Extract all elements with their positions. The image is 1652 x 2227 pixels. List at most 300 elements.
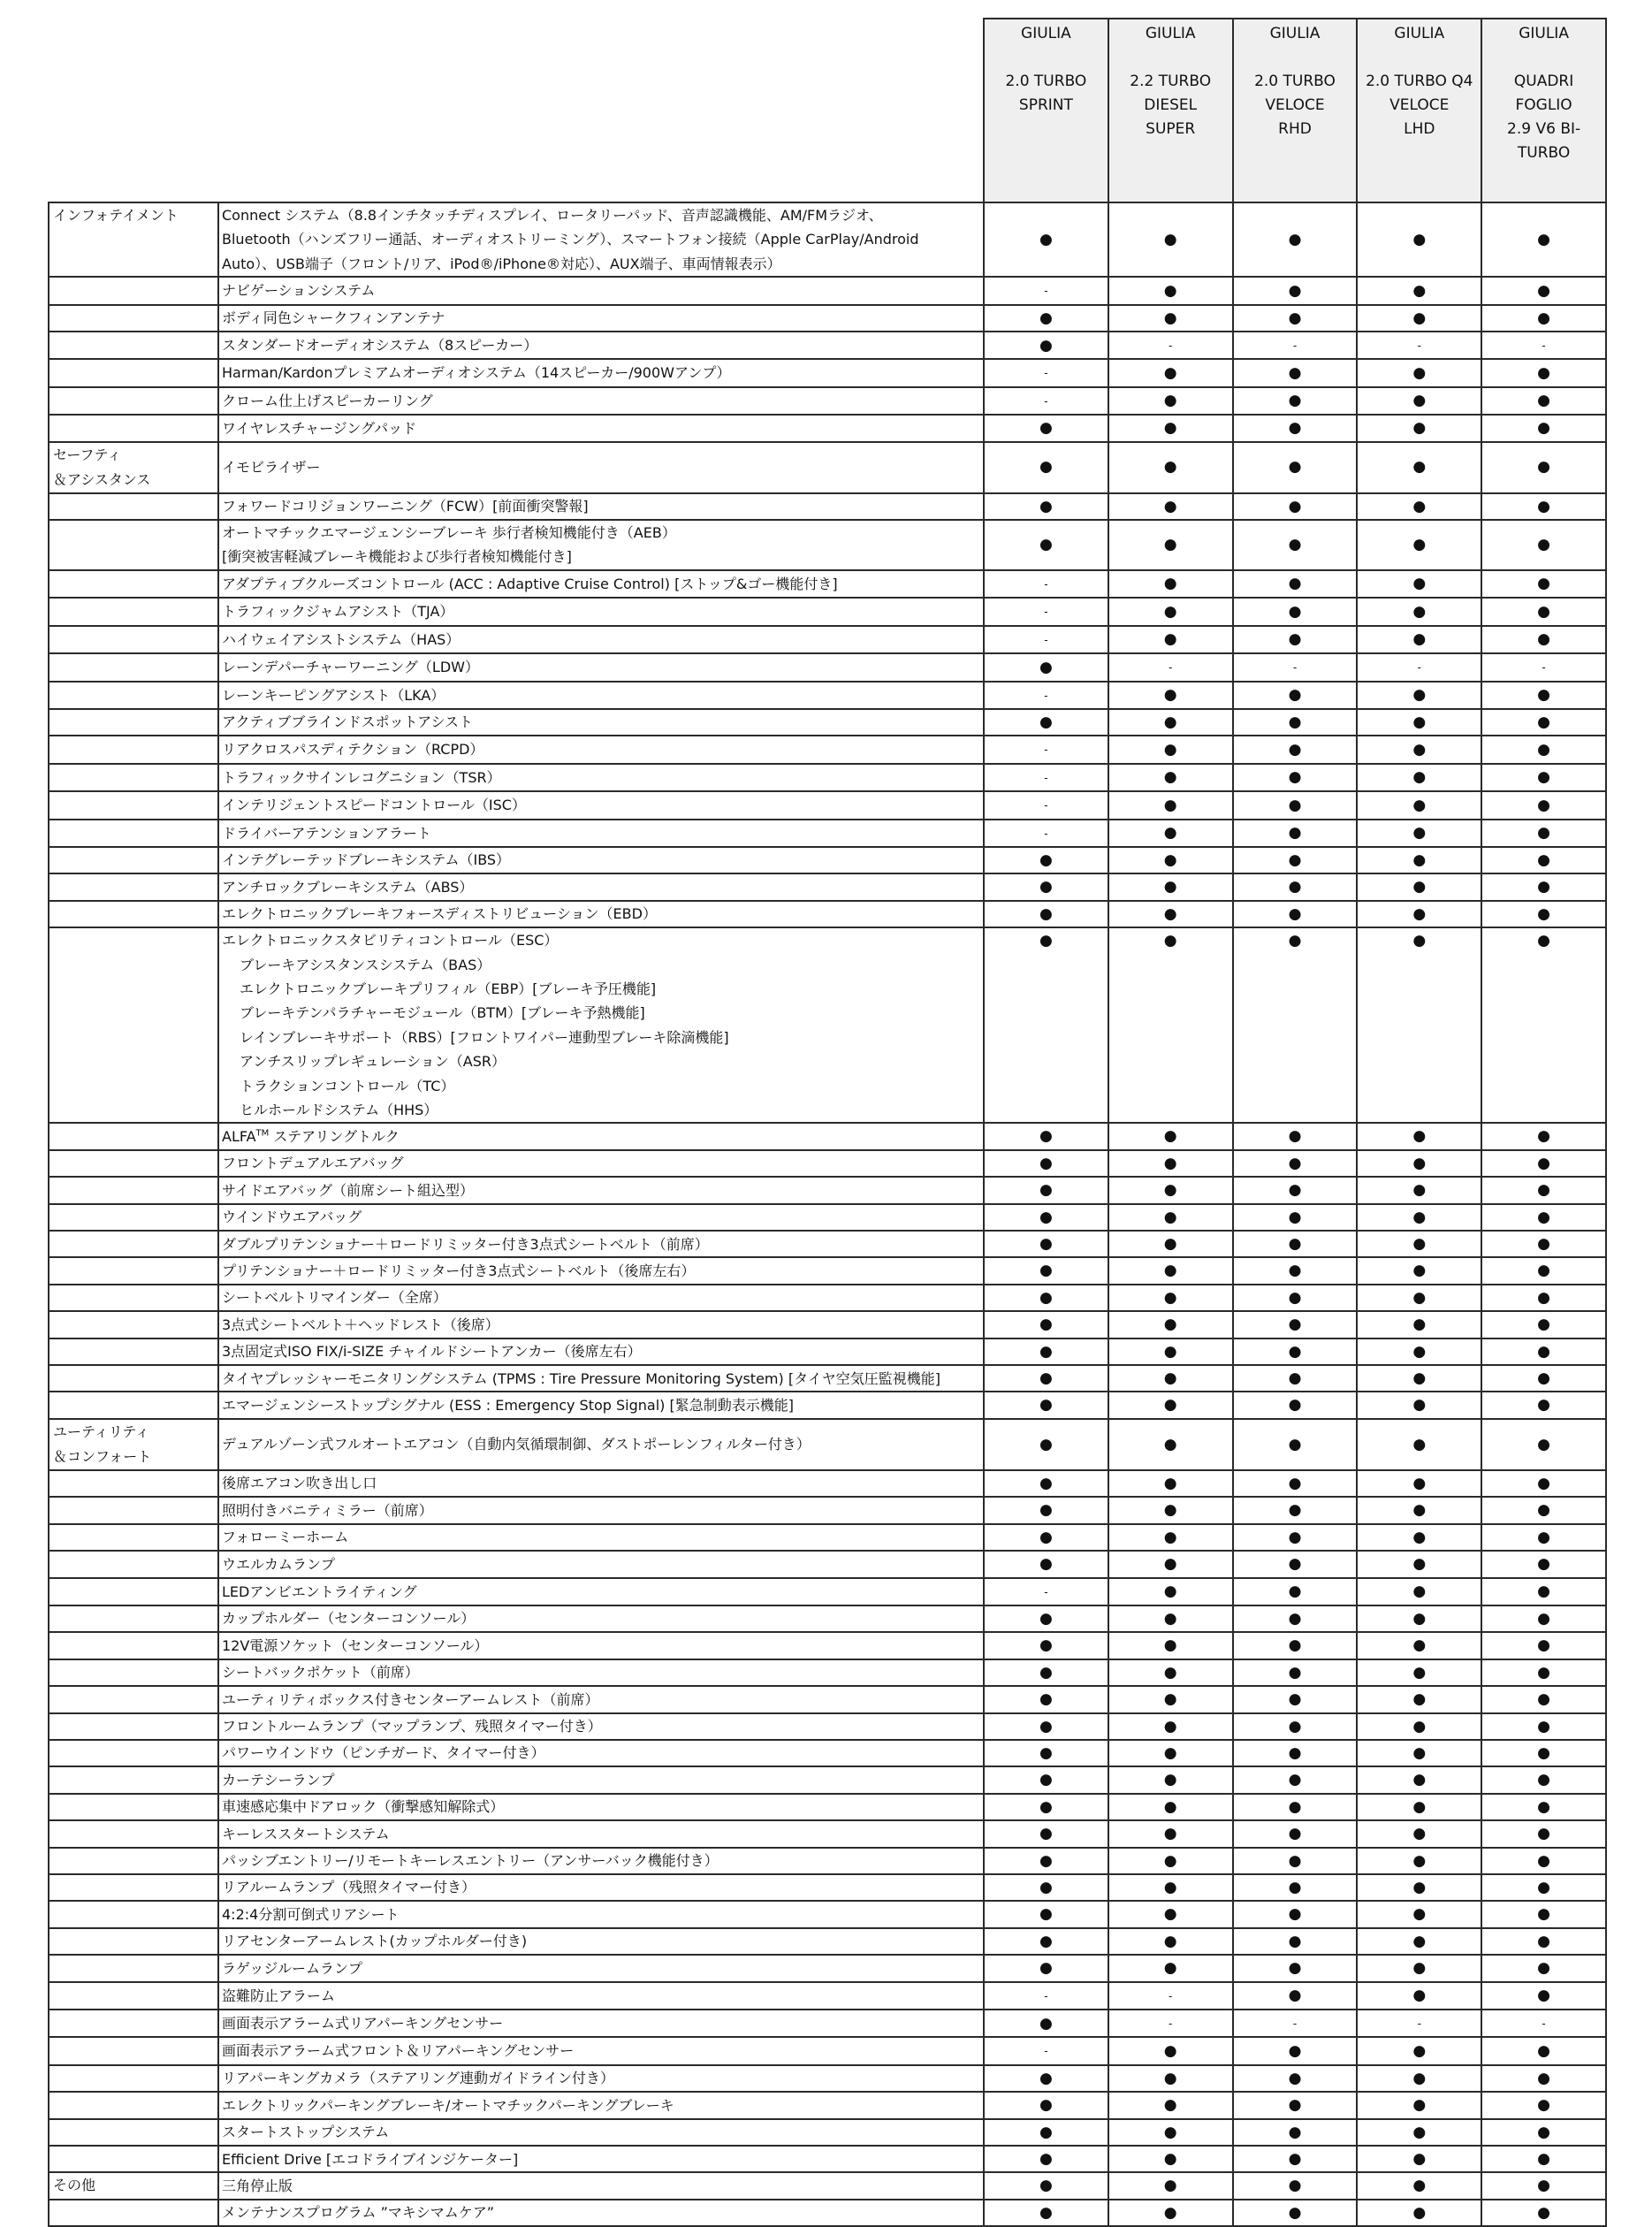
standard-mark: [1357, 927, 1481, 1123]
standard-mark: [1233, 1632, 1358, 1659]
category-spacer: [49, 1955, 218, 1981]
feature-name: [218, 1204, 984, 1231]
standard-mark: [1481, 626, 1606, 653]
standard-mark: [1357, 2200, 1481, 2226]
feature-name: [218, 332, 984, 359]
standard-mark: [984, 1177, 1108, 1203]
filled-dot-icon: ●: [1537, 1636, 1550, 1655]
category-spacer: [49, 493, 218, 520]
filled-dot-icon: ●: [1412, 796, 1427, 814]
standard-mark: [1481, 1632, 1606, 1659]
filled-dot-icon: ●: [1412, 458, 1427, 477]
filled-dot-icon: ●: [1537, 1342, 1550, 1361]
standard-mark: [1481, 927, 1606, 1123]
feature-row: [49, 1632, 1606, 1659]
filled-dot-icon: ●: [1039, 1959, 1053, 1978]
dash-icon: -: [1292, 339, 1298, 353]
feature-row: [49, 1766, 1606, 1793]
category-spacer: [49, 626, 218, 653]
feature-line: 照明付きバニティミラー（前席）: [222, 1501, 433, 1519]
standard-mark: [1108, 1686, 1233, 1712]
feature-row: [49, 2146, 1606, 2172]
standard-mark: [1481, 1713, 1606, 1740]
filled-dot-icon: ●: [1163, 1181, 1177, 1200]
filled-dot-icon: ●: [1039, 1474, 1053, 1492]
filled-dot-icon: ●: [1163, 932, 1177, 950]
feature-row: [49, 1874, 1606, 1901]
feature-line: 車速感応集中ドアロック（衝撃感知解除式）: [222, 1798, 505, 1816]
filled-dot-icon: ●: [1039, 2203, 1053, 2222]
feature-line: ドライバーアテンションアラート: [222, 824, 431, 842]
feature-name: [218, 709, 984, 736]
feature-line: ALFA: [222, 1127, 256, 1145]
filled-dot-icon: ●: [1288, 1851, 1302, 1870]
grade-trim: SUPER: [1146, 120, 1196, 138]
filled-dot-icon: ●: [1288, 768, 1302, 787]
standard-mark: [1481, 1419, 1606, 1470]
feature-line: レーンデパーチャーワーニング（LDW）: [222, 659, 479, 676]
standard-mark: [1108, 901, 1233, 927]
filled-dot-icon: ●: [1163, 2096, 1177, 2115]
feature-row: [49, 1820, 1606, 1847]
filled-dot-icon: ●: [1288, 1342, 1302, 1361]
standard-mark: [984, 1470, 1108, 1497]
standard-mark: [1233, 736, 1358, 763]
filled-dot-icon: ●: [1412, 1435, 1427, 1453]
feature-name: [218, 1874, 984, 1901]
feature-line: シートバックポケット（前席）: [222, 1664, 419, 1682]
category-spacer: [49, 927, 218, 1123]
standard-mark: [1108, 764, 1233, 791]
feature-row: [49, 387, 1606, 415]
filled-dot-icon: ●: [1163, 1127, 1177, 1146]
standard-mark: [1481, 520, 1606, 570]
feature-row: [49, 442, 1606, 493]
dash-icon: -: [1417, 2017, 1421, 2030]
standard-mark: [984, 1605, 1108, 1632]
standard-mark: [1108, 1848, 1233, 1874]
standard-mark: [1357, 1311, 1481, 1338]
feature-row: [49, 1365, 1606, 1392]
not-available-mark: [1108, 653, 1233, 681]
feature-name: [218, 1794, 984, 1820]
filled-dot-icon: ●: [1163, 458, 1177, 477]
standard-mark: [984, 2200, 1108, 2226]
filled-dot-icon: ●: [1288, 1181, 1302, 1200]
standard-mark: [1481, 1578, 1606, 1605]
dash-icon: -: [1169, 1989, 1173, 2002]
standard-mark: [1108, 682, 1233, 709]
not-available-mark: [1108, 332, 1233, 359]
filled-dot-icon: ●: [1163, 575, 1177, 593]
standard-mark: [1481, 1848, 1606, 1874]
standard-mark: [1357, 1497, 1481, 1523]
feature-row: [49, 332, 1606, 359]
category-spacer: [49, 791, 218, 819]
standard-mark: [1108, 791, 1233, 819]
filled-dot-icon: ●: [1412, 1663, 1427, 1682]
feature-line: ワイヤレスチャージングパッド: [222, 419, 417, 437]
dash-icon: -: [1542, 339, 1546, 353]
filled-dot-icon: ●: [1163, 878, 1177, 896]
filled-dot-icon: ●: [1537, 602, 1550, 621]
standard-mark: [984, 1365, 1108, 1392]
standard-mark: [1108, 1419, 1233, 1470]
standard-mark: [984, 415, 1108, 441]
filled-dot-icon: ●: [1163, 824, 1177, 843]
feature-name: [218, 682, 984, 709]
not-available-mark: [1357, 653, 1481, 681]
filled-dot-icon: ●: [1288, 1690, 1302, 1709]
feature-line: 三角停止版: [222, 2177, 293, 2194]
feature-line: [衝突被害軽減ブレーキ機能および歩行者検知機能付き]: [222, 548, 572, 566]
feature-name: [218, 2146, 984, 2172]
filled-dot-icon: ●: [1537, 1825, 1550, 1843]
filled-dot-icon: ●: [1537, 2203, 1550, 2222]
filled-dot-icon: ●: [1537, 1127, 1550, 1146]
filled-dot-icon: ●: [1288, 1528, 1302, 1546]
filled-dot-icon: ●: [1412, 1127, 1427, 1146]
filled-dot-icon: ●: [1039, 458, 1053, 477]
category-spacer: [49, 682, 218, 709]
feature-row: [49, 1123, 1606, 1149]
standard-mark: [1108, 820, 1233, 847]
dash-icon: -: [1044, 689, 1048, 702]
feature-name: [218, 1740, 984, 1766]
feature-row: [49, 1713, 1606, 1740]
feature-line: ボディ同色シャークフィンアンテナ: [222, 309, 445, 327]
feature-row: [49, 1231, 1606, 1257]
standard-mark: [1108, 873, 1233, 900]
standard-mark: [1233, 1338, 1358, 1365]
filled-dot-icon: ●: [1412, 1181, 1427, 1200]
filled-dot-icon: ●: [1163, 1690, 1177, 1709]
category-spacer: [49, 1231, 218, 1257]
category-spacer: [49, 1901, 218, 1927]
category-spacer: [49, 1686, 218, 1712]
standard-mark: [984, 1285, 1108, 1311]
filled-dot-icon: ●: [1163, 1528, 1177, 1546]
feature-row: [49, 1848, 1606, 1874]
dash-icon: -: [1169, 339, 1173, 353]
filled-dot-icon: ●: [1537, 1435, 1550, 1453]
filled-dot-icon: ●: [1163, 1208, 1177, 1226]
filled-dot-icon: ●: [1412, 1528, 1427, 1546]
filled-dot-icon: ●: [1537, 2150, 1550, 2169]
category-label: その他: [49, 2172, 218, 2199]
filled-dot-icon: ●: [1039, 1609, 1053, 1628]
standard-mark: [1233, 873, 1358, 900]
feature-line: エレクトロニックスタビリティコントロール（ESC）: [222, 932, 559, 950]
not-available-mark: [1481, 653, 1606, 681]
standard-mark: [1357, 2092, 1481, 2118]
category-spacer: [49, 1551, 218, 1577]
standard-mark: [1233, 1982, 1358, 2010]
standard-mark: [1481, 682, 1606, 709]
standard-mark: [1233, 1177, 1358, 1203]
standard-mark: [1481, 1497, 1606, 1523]
standard-mark: [1108, 2172, 1233, 2199]
not-available-mark: [984, 359, 1108, 386]
feature-line: エレクトロニックブレーキフォースディストリビューション（EBD）: [222, 905, 657, 923]
standard-mark: [1233, 1231, 1358, 1257]
feature-row: [49, 2065, 1606, 2092]
filled-dot-icon: ●: [1537, 1474, 1550, 1492]
standard-mark: [984, 1713, 1108, 1740]
standard-mark: [1481, 1365, 1606, 1392]
filled-dot-icon: ●: [1163, 686, 1177, 704]
standard-mark: [1481, 1338, 1606, 1365]
filled-dot-icon: ●: [1039, 1396, 1053, 1415]
feature-row: [49, 1524, 1606, 1551]
standard-mark: [1233, 2146, 1358, 2172]
standard-mark: [1481, 415, 1606, 441]
grade-trim: RHD: [1278, 120, 1312, 138]
filled-dot-icon: ●: [1039, 1663, 1053, 1682]
standard-mark: [984, 873, 1108, 900]
feature-name: [218, 1982, 984, 2010]
standard-mark: [1233, 626, 1358, 653]
standard-mark: [984, 1632, 1108, 1659]
filled-dot-icon: ●: [1039, 1555, 1053, 1574]
category-spacer: [49, 764, 218, 791]
standard-mark: [1481, 1177, 1606, 1203]
filled-dot-icon: ●: [1288, 1743, 1302, 1762]
filled-dot-icon: ●: [1537, 686, 1550, 704]
filled-dot-icon: ●: [1288, 1288, 1302, 1307]
standard-mark: [1233, 1686, 1358, 1712]
standard-mark: [984, 1686, 1108, 1712]
filled-dot-icon: ●: [1288, 2150, 1302, 2169]
feature-row: [49, 1150, 1606, 1177]
grade-trim: VELOCE: [1265, 96, 1325, 114]
standard-mark: [1481, 764, 1606, 791]
filled-dot-icon: ●: [1288, 1369, 1302, 1388]
filled-dot-icon: ●: [1412, 1342, 1427, 1361]
filled-dot-icon: ●: [1163, 1663, 1177, 1682]
feature-name: [218, 1285, 984, 1311]
filled-dot-icon: ●: [1288, 2041, 1302, 2060]
feature-name: [218, 387, 984, 415]
standard-mark: [1357, 305, 1481, 332]
feature-name: [218, 927, 984, 1123]
filled-dot-icon: ●: [1163, 536, 1177, 554]
filled-dot-icon: ●: [1537, 1987, 1550, 2005]
feature-name: [218, 305, 984, 332]
filled-dot-icon: ●: [1039, 1932, 1053, 1950]
standard-mark: [984, 1338, 1108, 1365]
category-spacer: [49, 2037, 218, 2064]
category-spacer: [49, 1578, 218, 1605]
standard-mark: [984, 1659, 1108, 1686]
feature-line: フロントデュアルエアバッグ: [222, 1155, 404, 1172]
grade-header-cell: [1357, 19, 1481, 202]
standard-mark: [1233, 202, 1358, 277]
filled-dot-icon: ●: [1537, 2096, 1550, 2115]
filled-dot-icon: ●: [1412, 497, 1427, 515]
category-spacer: [49, 1982, 218, 2010]
filled-dot-icon: ●: [1163, 1905, 1177, 1924]
standard-mark: [984, 442, 1108, 493]
feature-name: [218, 277, 984, 304]
sub-feature-line: トラクションコントロール（TC）: [240, 1077, 455, 1094]
filled-dot-icon: ●: [1412, 2041, 1427, 2060]
feature-row: [49, 2119, 1606, 2146]
standard-mark: [1108, 1740, 1233, 1766]
filled-dot-icon: ●: [1412, 1987, 1427, 2005]
standard-mark: [1357, 1123, 1481, 1149]
feature-line: サイドエアバッグ（前席シート組込型）: [222, 1181, 474, 1199]
sub-feature-line: ヒルホールドシステム（HHS）: [240, 1102, 438, 1118]
feature-line: 3点固定式ISO FIX/i-SIZE チャイルドシートアンカー（後席左右）: [222, 1343, 642, 1361]
filled-dot-icon: ●: [1039, 1743, 1053, 1762]
filled-dot-icon: ●: [1537, 497, 1550, 515]
standard-mark: [1108, 2065, 1233, 2092]
filled-dot-icon: ●: [1537, 1501, 1550, 1520]
standard-mark: [1357, 1605, 1481, 1632]
spec-table-body: [49, 202, 1606, 2226]
standard-mark: [1233, 1848, 1358, 1874]
filled-dot-icon: ●: [1163, 1959, 1177, 1978]
feature-name: [218, 1659, 984, 1686]
filled-dot-icon: ●: [1039, 1797, 1053, 1816]
dash-icon: -: [1044, 1585, 1048, 1598]
standard-mark: [1357, 1659, 1481, 1686]
filled-dot-icon: ●: [1039, 2069, 1053, 2087]
filled-dot-icon: ●: [1412, 1555, 1427, 1574]
filled-dot-icon: ●: [1288, 1555, 1302, 1574]
standard-mark: [1481, 1470, 1606, 1497]
standard-mark: [1481, 1123, 1606, 1149]
feature-name: [218, 820, 984, 847]
filled-dot-icon: ●: [1537, 1851, 1550, 1870]
filled-dot-icon: ●: [1537, 363, 1550, 382]
filled-dot-icon: ●: [1163, 1771, 1177, 1789]
filled-dot-icon: ●: [1288, 1959, 1302, 1978]
feature-row: [49, 709, 1606, 736]
feature-name: [218, 2065, 984, 2092]
filled-dot-icon: ●: [1163, 1501, 1177, 1520]
standard-mark: [1481, 1874, 1606, 1901]
grade-name: GIULIA: [1269, 25, 1321, 42]
feature-line: デュアルゾーン式フルオートエアコン（自動内気循環制御、ダストポーレンフィルター付き）: [222, 1436, 811, 1453]
category-spacer: [49, 387, 218, 415]
filled-dot-icon: ●: [1537, 768, 1550, 787]
feature-row: [49, 873, 1606, 900]
filled-dot-icon: ●: [1039, 1342, 1053, 1361]
filled-dot-icon: ●: [1537, 740, 1550, 759]
feature-line: シートベルトリマインダー（全席）: [222, 1289, 447, 1307]
category-spacer: [49, 2092, 218, 2118]
standard-mark: [1357, 520, 1481, 570]
filled-dot-icon: ●: [1163, 1851, 1177, 1870]
filled-dot-icon: ●: [1288, 2177, 1302, 2195]
standard-mark: [1481, 1150, 1606, 1177]
feature-line: エレクトリックパーキングブレーキ/オートマチックパーキングブレーキ: [222, 2096, 674, 2114]
filled-dot-icon: ●: [1039, 1501, 1053, 1520]
standard-mark: [1233, 820, 1358, 847]
feature-line: Harman/Kardonプレミアムオーディオシステム（14スピーカー/900Wアンプ）: [222, 364, 731, 382]
standard-mark: [984, 1257, 1108, 1284]
filled-dot-icon: ●: [1412, 536, 1427, 554]
standard-mark: [1357, 626, 1481, 653]
filled-dot-icon: ●: [1412, 1743, 1427, 1762]
standard-mark: [1233, 1578, 1358, 1605]
standard-mark: [1108, 1470, 1233, 1497]
filled-dot-icon: ●: [1412, 1959, 1427, 1978]
standard-mark: [1233, 1257, 1358, 1284]
standard-mark: [1233, 305, 1358, 332]
feature-row: [49, 520, 1606, 570]
feature-row: [49, 305, 1606, 332]
feature-name: [218, 442, 984, 493]
feature-line: エマージェンシーストップシグナル (ESS : Emergency Stop Signal) [緊急制動表示機能]: [222, 1396, 794, 1414]
filled-dot-icon: ●: [1039, 1851, 1053, 1870]
feature-line: 4:2:4分割可倒式リアシート: [222, 1905, 400, 1923]
standard-mark: [1233, 2037, 1358, 2064]
standard-mark: [1233, 1766, 1358, 1793]
standard-mark: [1108, 1311, 1233, 1338]
dash-icon: -: [1542, 661, 1546, 675]
category-spacer: [49, 901, 218, 927]
standard-mark: [1357, 1901, 1481, 1927]
category-spacer: [49, 1848, 218, 1874]
standard-mark: [984, 305, 1108, 332]
standard-mark: [1357, 2172, 1481, 2199]
grade-engine: QUADRI: [1513, 72, 1574, 90]
feature-row: [49, 2037, 1606, 2064]
standard-mark: [1357, 1874, 1481, 1901]
standard-mark: [1357, 1392, 1481, 1418]
standard-mark: [1481, 1231, 1606, 1257]
standard-mark: [1108, 1659, 1233, 1686]
trademark-mark: TM: [255, 1128, 270, 1139]
feature-name: [218, 2172, 984, 2199]
standard-mark: [1357, 1470, 1481, 1497]
filled-dot-icon: ●: [1288, 1127, 1302, 1146]
filled-dot-icon: ●: [1537, 230, 1550, 248]
filled-dot-icon: ●: [1163, 2123, 1177, 2141]
feature-name: [218, 1632, 984, 1659]
grade-name: GIULIA: [1519, 25, 1569, 42]
filled-dot-icon: ●: [1537, 309, 1550, 327]
filled-dot-icon: ●: [1039, 230, 1053, 248]
filled-dot-icon: ●: [1288, 2096, 1302, 2115]
feature-name: [218, 1365, 984, 1392]
feature-name: [218, 598, 984, 625]
feature-name: [218, 1578, 984, 1605]
filled-dot-icon: ●: [1412, 768, 1427, 787]
standard-mark: [1357, 202, 1481, 277]
category-spacer: [49, 570, 218, 598]
standard-mark: [1481, 1982, 1606, 2010]
standard-mark: [1481, 1392, 1606, 1418]
filled-dot-icon: ●: [1412, 1878, 1427, 1896]
category-spacer: [49, 359, 218, 386]
standard-mark: [1481, 598, 1606, 625]
feature-line: 盗難防止アラーム: [222, 1987, 336, 2004]
feature-row: [49, 1177, 1606, 1203]
grade-trim: LHD: [1404, 120, 1435, 138]
filled-dot-icon: ●: [1163, 1342, 1177, 1361]
standard-mark: [1233, 682, 1358, 709]
filled-dot-icon: ●: [1412, 602, 1427, 621]
filled-dot-icon: ●: [1163, 2203, 1177, 2222]
filled-dot-icon: ●: [1039, 1636, 1053, 1655]
filled-dot-icon: ●: [1163, 1435, 1177, 1453]
filled-dot-icon: ●: [1412, 630, 1427, 649]
standard-mark: [984, 1419, 1108, 1470]
